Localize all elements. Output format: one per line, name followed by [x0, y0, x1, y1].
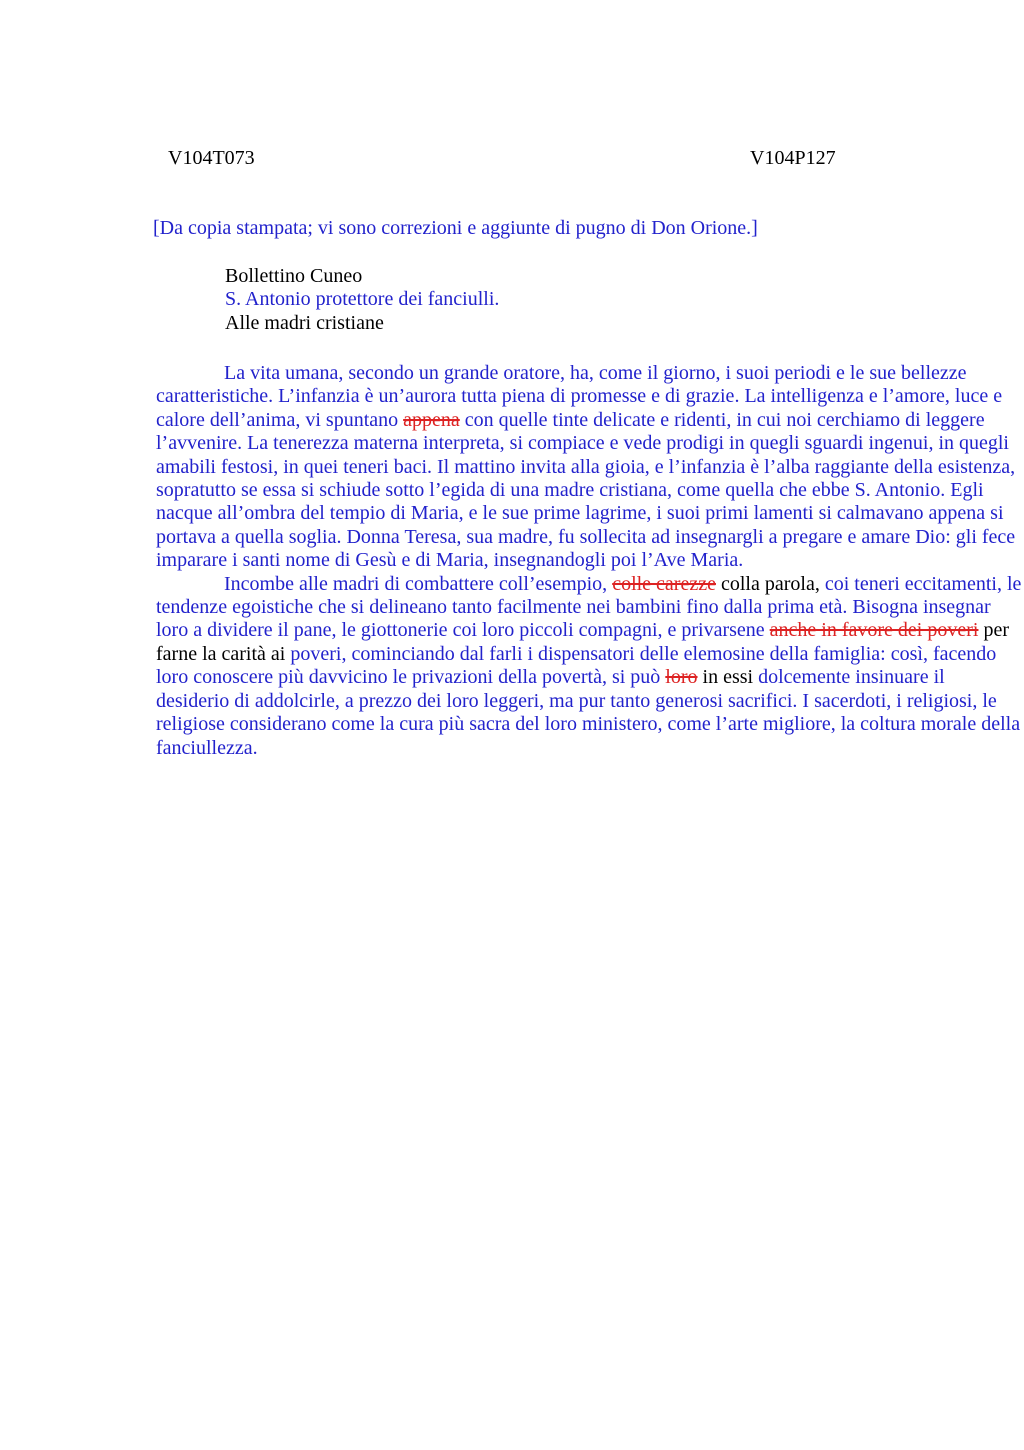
strikethrough-text-segment: anche in favore dei poveri [769, 619, 979, 642]
header-row [168, 147, 888, 170]
strikethrough-text-segment: colle carezze [612, 572, 716, 595]
text-segment: poveri, cominciando dal farli i dispensatori delle elemosine della famiglia: così, facendo loro conoscere più davvicino le privazioni della povertà, si può [156, 642, 997, 689]
paragraph-1 [156, 362, 1022, 573]
text-segment: La vita umana, secondo un grande oratore, ha, come il giorno, i suoi periodi e le sue bellezze caratteristiche. L’infanzia è un’aurora tutta piena di promesse e di grazie. La intelligenza e l’amore, luce e calore dell’anima, vi spuntano [156, 362, 1003, 431]
document-code-right: V104P127 [750, 147, 836, 169]
heading-bollettino: Bollettino Cuneo [225, 265, 363, 287]
strikethrough-text-segment: appena [403, 408, 460, 431]
paragraph-2 [156, 573, 1022, 760]
text-segment: coi teneri eccitamenti, le tendenze egoistiche che si delineano tanto facilmente nei bambini fino dalla prima età. Bisogna insegnar loro a dividere il pane, le giottonerie coi loro piccoli compagni, e privarsene [156, 572, 1022, 642]
heading-block [225, 265, 499, 335]
source-note: [Da copia stampata; vi sono correzioni e aggiunte di pugno di Don Orione.] [153, 217, 758, 239]
text-segment: con quelle tinte delicate e ridenti, in cui noi cerchiamo di leggere l’avvenire. La tenerezza materna interpreta, si compiace e vede prodigi in quegli sguardi ingenui, in quegli amabili festosi, in quei teneri baci. Il mattino invita alla gioia, e l’infanzia è l’alba raggiante della esistenza, sopratutto se essa si schiude sotto l’egida di una madre cristiana, come quella che ebbe S. Antonio. Egli nacque all’ombra del tempio di Maria, e le sue prime lagrime, i suoi primi lamenti si calmavano appena si portava a quella soglia. Donna Teresa, sua madre, fu sollecita ad insegnargli a pregare e amare Dio: gli fece imparare i santi nome di Gesù e di Maria, insegnandogli poi l’Ave Maria. [156, 408, 1016, 572]
heading-title: S. Antonio protettore dei fanciulli. [225, 288, 500, 311]
document-code-left: V104T073 [168, 147, 255, 169]
text-segment: colla parola, [715, 572, 825, 595]
text-segment: dolcemente insinuare il desiderio di addolcirle, a prezzo dei loro leggeri, ma pur tanto generosi sacrifici. I sacerdoti, i religiosi, le religiose considerano come la cura più sacra del loro ministero, come l’arte migliore, la coltura morale della fanciullezza. [156, 666, 1021, 759]
document-body [156, 362, 1022, 760]
strikethrough-text-segment: loro [665, 666, 698, 689]
text-segment: Incombe alle madri di combattere coll’esempio, [224, 572, 613, 595]
text-segment: in essi [697, 666, 759, 689]
text-segment: per farne la carità ai [156, 619, 1010, 665]
heading-dedication: Alle madri cristiane [225, 311, 384, 334]
